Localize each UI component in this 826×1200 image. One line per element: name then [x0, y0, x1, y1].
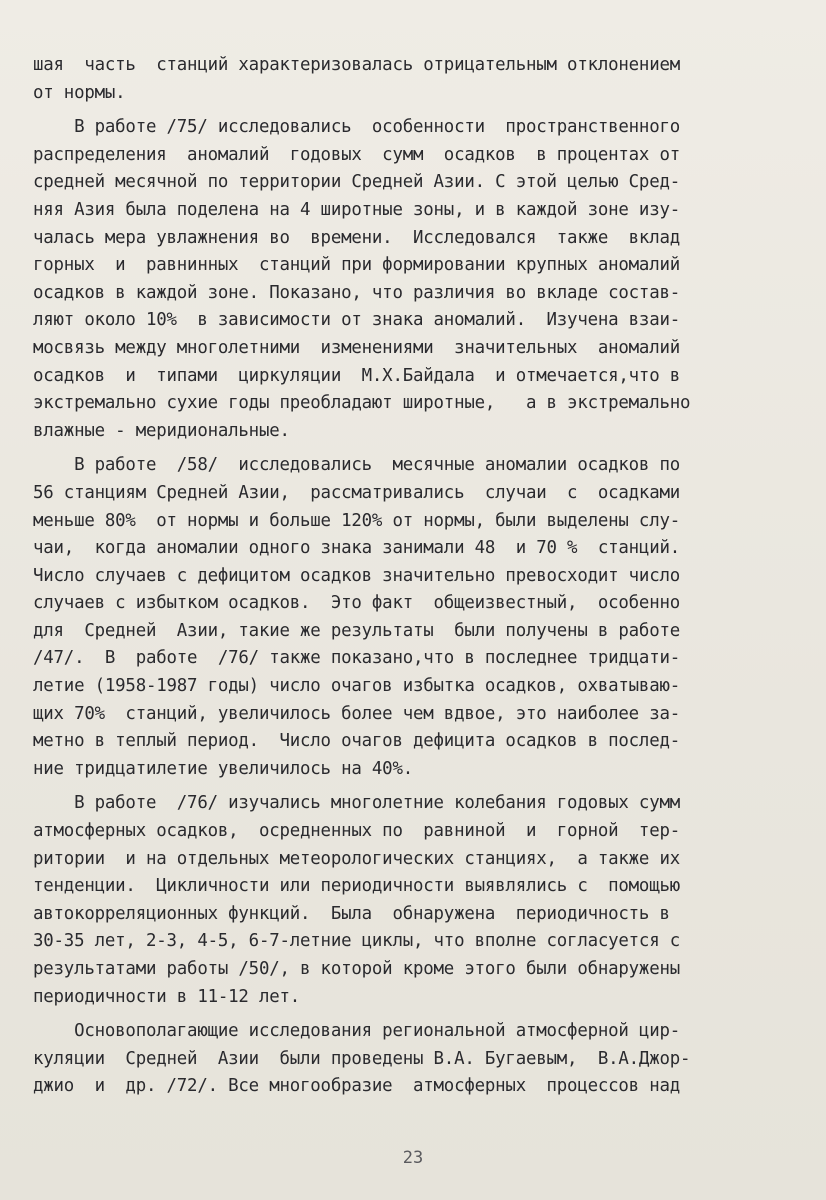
- text-line: метно в теплый период. Число очагов дефицита осадков в послед-: [33, 731, 681, 752]
- text-line: ритории и на отдельных метеорологических станциях, а также их: [33, 848, 681, 869]
- text-line: осадков и типами циркуляции М.Х.Байдала и отмечается,что в: [33, 365, 681, 386]
- text-line: 30-35 лет, 2-3, 4-5, 6-7-летние циклы, что вполне согласуется с: [33, 931, 681, 952]
- paragraph: [33, 1018, 793, 1101]
- text-line: щих 70% станций, увеличилось более чем вдвое, это наиболее за-: [33, 703, 681, 724]
- paragraph: [33, 790, 793, 1011]
- paragraph-gap: [33, 445, 793, 452]
- text-line: Число случаев с дефицитом осадков значительно превосходит число: [33, 565, 681, 586]
- text-line: результатами работы /50/, в которой кроме этого были обнаружены: [33, 959, 681, 979]
- paragraph-gap: [33, 107, 793, 114]
- text-line: случаев с избытком осадков. Это факт общеизвестный, особенно: [33, 593, 681, 614]
- text-line: В работе /75/ исследовались особенности пространственного: [33, 117, 681, 138]
- text-line: В работе /58/ исследовались месячные аномалии осадков по: [33, 455, 681, 476]
- text-line: чаи, когда аномалии одного знака занимали 48 и 70 % станций.: [33, 538, 681, 559]
- text-line: шая часть станций характеризовалась отрицательным отклонением: [33, 55, 681, 75]
- text-line: горных и равнинных станций при формировании крупных аномалий: [33, 255, 681, 276]
- text-line: меньше 80% от нормы и больше 120% от нормы, были выделены слу-: [33, 510, 681, 531]
- text-line: от нормы.: [33, 82, 126, 103]
- text-line: куляции Средней Азии были проведены В.А. Бугаевым, В.А.Джор-: [33, 1048, 691, 1069]
- text-line: средней месячной по территории Средней Азии. С этой целью Сред-: [33, 172, 681, 193]
- text-line: распределения аномалий годовых сумм осадков в процентах от: [33, 144, 681, 165]
- text-line: джио и др. /72/. Все многообразие атмосферных процессов над: [33, 1076, 681, 1097]
- paragraph: [33, 452, 793, 783]
- text-line: тенденции. Цикличности или периодичности выявлялись с помощью: [33, 876, 681, 897]
- page-number: 23: [402, 1148, 424, 1168]
- text-line: для Средней Азии, такие же результаты были получены в работе: [33, 620, 681, 641]
- text-line: осадков в каждой зоне. Показано, что различия во вкладе состав-: [33, 282, 681, 303]
- paragraph-gap: [33, 783, 793, 790]
- text-line: ние тридцатилетие увеличилось на 40%.: [33, 758, 413, 779]
- text-line: атмосферных осадков, осредненных по равниной и горной тер-: [33, 821, 681, 842]
- text-line: /47/. В работе /76/ также показано,что в последнее тридцати-: [33, 648, 681, 669]
- text-line: летие (1958-1987 годы) число очагов избытка осадков, охватываю-: [33, 676, 681, 697]
- text-line: няя Азия была поделена на 4 широтные зоны, и в каждой зоне изу-: [33, 199, 681, 220]
- body-text: [33, 52, 793, 1101]
- text-line: чалась мера увлажнения во времени. Исследовался также вклад: [33, 227, 681, 248]
- text-line: ляют около 10% в зависимости от знака аномалий. Изучена взаи-: [33, 310, 681, 331]
- text-line: экстремально сухие годы преобладают широтные, а в экстремально: [33, 393, 691, 414]
- paragraph: [33, 114, 793, 445]
- text-line: 56 станциям Средней Азии, рассматривались случаи с осадками: [33, 482, 681, 503]
- text-line: Основополагающие исследования региональной атмосферной цир-: [33, 1021, 681, 1042]
- text-line: влажные - меридиональные.: [33, 420, 290, 441]
- text-line: мосвязь между многолетними изменениями значительных аномалий: [33, 337, 681, 358]
- paragraph: [33, 52, 793, 107]
- paragraph-gap: [33, 1011, 793, 1018]
- text-line: автокорреляционных функций. Была обнаружена периодичность в: [33, 903, 670, 924]
- text-line: периодичности в 11-12 лет.: [33, 986, 301, 1007]
- text-line: В работе /76/ изучались многолетние колебания годовых сумм: [33, 793, 681, 814]
